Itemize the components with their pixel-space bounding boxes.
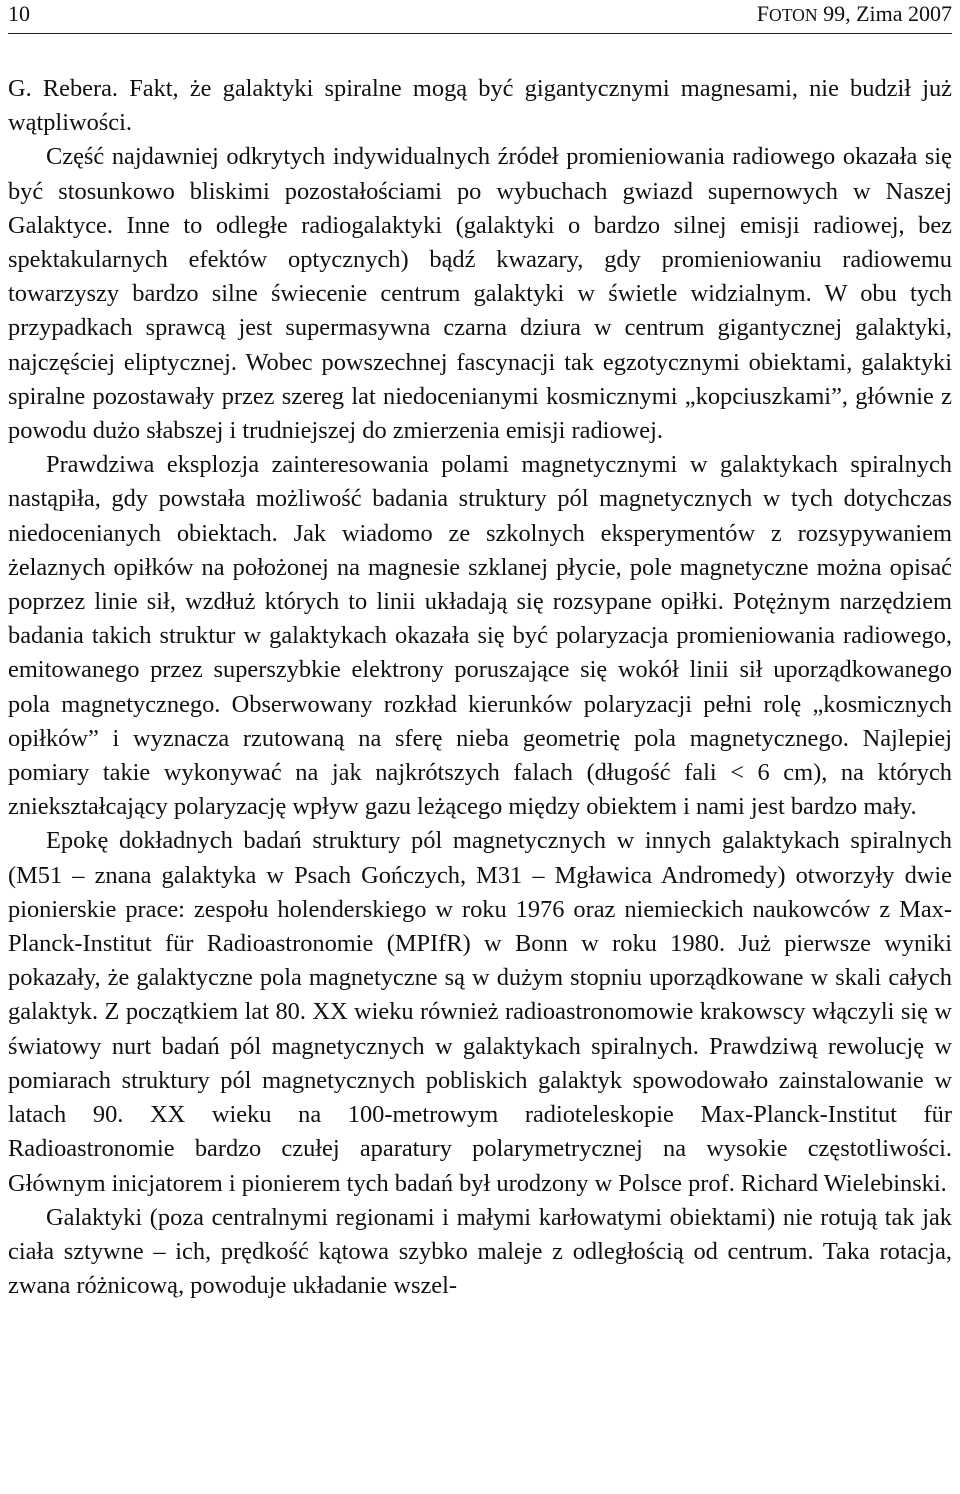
header-rule <box>8 33 952 34</box>
body-text <box>8 72 952 1303</box>
page-number: 10 <box>8 1 30 26</box>
paragraph: Część najdawniej odkrytych indywidualnych źródeł promieniowania radiowego okazała się być stosunkowo bliskimi pozostałościami po wybuchach gwiazd supernowych w Naszej Galaktyce. Inne to odległe radiogalaktyki (galaktyki o bardzo silnej emisji radiowej, bez spektakularnych efektów optycznych) bądź kwazary, gdy promieniowaniu radiowemu towarzyszy bardzo silne świecenie centrum galaktyki w świetle widzialnym. W obu tych przypadkach sprawcą jest supermasywna czarna dziura w centrum gigantycznej galaktyki, najczęściej eliptycznej. Wobec powszechnej fascynacji tak egzotycznymi obiektami, galaktyki spiralne pozostawały przez szereg lat niedocenianymi kosmicznymi „kopciuszkami”, głównie z powodu dużo słabszej i trudniejszej do zmierzenia emisji radiowej. <box>8 143 952 445</box>
paragraph: Epokę dokładnych badań struktury pól magnetycznych w innych galaktykach spiralnych (M51 – znana galaktyka w Psach Gończych, M31 – Mgławica Andromedy) otworzyły dwie pionierskie prace: zespołu holenderskiego w roku 1976 oraz niemieckich naukowców z Max-Planck-Institut für Radioastronomie (MPIfR) w Bonn w roku 1980. Już pierwsze wyniki pokazały, że galaktyczne pola magnetyczne są w dużym stopniu uporządkowane w skali całych galaktyk. Z początkiem lat 80. XX wieku również radioastronomowie krakowscy włączyli się w światowy nurt badań pól magnetycznych w galaktykach spiralnych. Prawdziwą rewolucję w pomiarach struktury pól magnetycznych pobliskich galaktyk spowodowało zainstalowanie w latach 90. XX wieku na 100-metrowym radioteleskopie Max-Planck-Institut für Radioastronomie bardzo czułej aparatury polarymetrycznej na wysokie częstotliwości. Głównym inicjatorem i pionierem tych badań był urodzony w Polsce prof. Richard Wielebinski. <box>8 827 952 1197</box>
running-head: FOTON 99, Zima 2007 <box>756 1 952 26</box>
paragraph: Prawdziwa eksplozja zainteresowania polami magnetycznymi w galaktykach spiralnych nastąpiła, gdy powstała możliwość badania struktury pól magnetycznych w tych dotychczas niedocenianych obiektach. Jak wiadomo ze szkolnych eksperymentów z rozsypywaniem żelaznych opiłków na położonej na magnesie szklanej płycie, pole magnetyczne można opisać poprzez linie sił, wzdłuż których to linii układają się rozsypane opiłki. Potężnym narzędziem badania takich struktur w galaktykach okazała się być polaryzacja promieniowania radiowego, emitowanego przez superszybkie elektrony poruszające się wokół linii sił uporządkowanego pola magnetycznego. Obserwowany rozkład kierunków polaryzacji pełni rolę „kosmicznych opiłków” i wyznacza rzutowaną na sferę nieba geometrię pola magnetycznego. Najlepiej pomiary takie wykonywać na jak najkrótszych falach (długość fali < 6 cm), na których zniekształcający polaryzację wpływ gazu leżącego między obiektem i nami jest bardzo mały. <box>8 451 952 821</box>
page-header <box>8 0 952 34</box>
paragraph-continued: G. Rebera. Fakt, że galaktyki spiralne mogą być gigantycznymi magnesami, nie budził już wątpliwości. <box>8 75 952 137</box>
paragraph: Galaktyki (poza centralnymi regionami i małymi karłowatymi obiektami) nie rotują tak jak ciała sztywne – ich, prędkość kątowa szybko maleje z odległością od centrum. Taka rotacja, zwana różnicową, powoduje układanie wszel- <box>8 1203 952 1300</box>
